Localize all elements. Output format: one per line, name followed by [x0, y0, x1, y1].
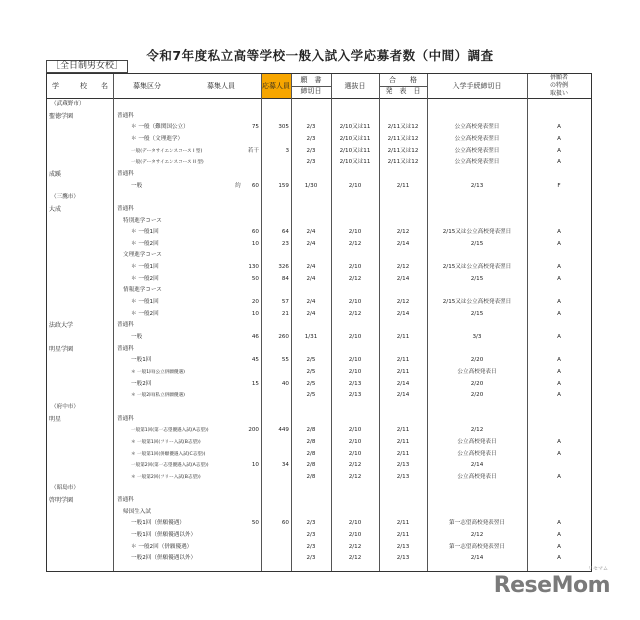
- cell-category: 情報進学コース: [123, 287, 162, 294]
- cell-cap: 200: [248, 427, 259, 434]
- cell-category: ＊ 一般第1回(フリー入試(B志望)): [131, 439, 201, 445]
- area-label: （昭島市）: [51, 485, 79, 492]
- cell-acc: 2/3: [306, 520, 316, 527]
- cell-sp: A: [557, 438, 561, 445]
- cell-acc: 2/8: [306, 473, 316, 480]
- cell-app: 326: [278, 264, 289, 271]
- cell-exam: 2/10: [348, 229, 362, 236]
- cell-acc: 1/31: [304, 334, 318, 340]
- cell-school: 大成: [49, 205, 62, 213]
- header-split: [291, 86, 331, 87]
- cell-cap: 約 60: [235, 182, 259, 189]
- cell-dl: 公立高校発表翌日: [454, 135, 500, 142]
- cell-acc: 2/8: [306, 427, 316, 434]
- cell-acc: 2/8: [306, 438, 316, 445]
- cell-dl: 公立高校発表翌日: [454, 147, 500, 154]
- cell-app: 159: [278, 182, 289, 189]
- cell-res: 2/11又は12: [387, 135, 419, 142]
- cell-category: ＊ 一般1回(公立併願優遇): [131, 369, 185, 375]
- cell-app: 55: [281, 357, 289, 364]
- cell-school: 啓明学園: [49, 497, 74, 505]
- cell-cap: 若干: [247, 147, 259, 154]
- cell-exam: 2/10又は11: [339, 147, 371, 154]
- cell-app: 84: [281, 275, 289, 282]
- cell-cap: 45: [251, 357, 259, 364]
- cell-res: 2/14: [396, 380, 410, 387]
- cell-acc: 2/5: [306, 368, 316, 375]
- cell-dl: 2/20: [470, 357, 484, 364]
- area-label: （武蔵野市）: [51, 101, 85, 107]
- cell-sp: A: [557, 555, 561, 562]
- cell-cap: 10: [251, 310, 259, 317]
- cell-acc: 2/3: [306, 555, 316, 562]
- cell-sp: A: [557, 275, 561, 282]
- cell-category: 一般第1回(第一志望優遇入試(A志望)): [131, 428, 209, 434]
- cell-exam: 2/10: [348, 438, 362, 445]
- cell-exam: 2/10又は11: [339, 135, 371, 142]
- cell-sp: A: [557, 380, 561, 387]
- cell-exam: 2/12: [348, 543, 362, 550]
- cell-exam: 2/10: [348, 520, 362, 527]
- cell-category: ＊ 一般2回(私立併願優遇): [131, 393, 185, 399]
- cell-sp: A: [557, 124, 561, 131]
- cell-exam: 2/12: [348, 310, 362, 317]
- cell-res: 2/13: [396, 473, 410, 480]
- cell-res: 2/11: [396, 357, 410, 364]
- cell-sp: A: [557, 520, 561, 527]
- cell-cap: 60: [251, 229, 259, 236]
- cell-acc: 2/4: [306, 275, 316, 282]
- cell-sp: A: [557, 264, 561, 271]
- cell-res: 2/11: [396, 532, 410, 539]
- cell-sp: F: [557, 182, 561, 189]
- header-result-2: 発 表 日: [385, 87, 421, 95]
- cell-res: 2/11又は12: [387, 124, 419, 131]
- table-subtitle: ［全日制男女校］: [46, 60, 128, 73]
- cell-sp: A: [557, 135, 561, 142]
- header-split: [379, 86, 427, 87]
- cell-acc: 2/8: [306, 462, 316, 469]
- cell-acc: 2/5: [306, 357, 316, 364]
- cell-sp: A: [557, 240, 561, 247]
- resemom-logo: ReseMom: [493, 573, 610, 598]
- cell-exam: 2/13: [348, 380, 362, 387]
- cell-acc: 2/3: [306, 124, 316, 131]
- cell-res: 2/11: [396, 368, 410, 375]
- cell-exam: 2/12: [348, 240, 362, 247]
- cell-dl: 公立高校発表日: [457, 450, 497, 457]
- cell-app: 34: [281, 462, 289, 469]
- cell-exam: 2/10: [348, 264, 362, 271]
- cell-category: ＊ 一般2回: [131, 240, 159, 247]
- cell-acc: 2/4: [306, 229, 316, 236]
- cell-category: 普通科: [117, 497, 134, 504]
- cell-res: 2/11又は12: [387, 147, 419, 154]
- col-divider: [113, 74, 114, 571]
- cell-cap: 50: [251, 520, 259, 527]
- cell-cap: 130: [248, 264, 259, 271]
- cell-sp: A: [557, 310, 561, 317]
- cell-dl: 2/15又は公立高校発表翌日: [442, 264, 512, 271]
- cell-cap: 75: [251, 124, 259, 131]
- cell-exam: 2/12: [348, 473, 362, 480]
- cell-dl: 2/15: [470, 310, 484, 317]
- cell-dl: 2/15又は公立高校発表翌日: [442, 299, 512, 306]
- header-accept-1: 願 書: [300, 76, 322, 84]
- cell-sp: A: [557, 334, 561, 340]
- cell-school: 明星学園: [49, 345, 74, 353]
- cell-res: 2/12: [396, 264, 410, 271]
- cell-res: 2/11: [396, 334, 410, 340]
- cell-exam: 2/10: [348, 450, 362, 457]
- cell-exam: 2/10: [348, 368, 362, 375]
- header-special-3: 取扱い: [549, 90, 568, 97]
- cell-exam: 2/10: [348, 299, 362, 306]
- cell-sp: A: [557, 229, 561, 236]
- cell-category: 一般2回: [131, 380, 152, 387]
- header-exam: 選抜日: [344, 82, 366, 90]
- cell-category: 特別進学コース: [123, 217, 162, 224]
- cell-dl: 公立高校発表日: [457, 438, 497, 445]
- cell-app: 449: [278, 427, 289, 434]
- cell-dl: 2/20: [470, 380, 484, 387]
- header-accept-2: 締切日: [300, 87, 322, 95]
- cell-dl: 3/3: [472, 334, 482, 340]
- cell-exam: 2/10又は11: [339, 159, 371, 166]
- cell-category: 一般(データサイエンスコース I 型): [131, 148, 203, 154]
- cell-dl: 2/12: [470, 532, 484, 539]
- area-label: （三鷹市）: [51, 194, 79, 201]
- cell-cap: 10: [251, 462, 259, 469]
- cell-res: 2/12: [396, 299, 410, 306]
- cell-acc: 2/4: [306, 299, 316, 306]
- cell-cap: 10: [251, 240, 259, 247]
- header-capacity: 募集人員: [207, 82, 235, 90]
- cell-category: 帰国生入試: [123, 508, 151, 515]
- page-title: 令和7年度私立高等学校一般入試入学応募者数（中間）調査: [146, 48, 494, 63]
- cell-app: 40: [281, 380, 289, 387]
- cell-sp: A: [557, 357, 561, 364]
- cell-dl: 2/14: [470, 462, 484, 469]
- cell-res: 2/14: [396, 392, 410, 399]
- cell-school: 聖徳学園: [49, 112, 74, 120]
- cell-dl: 2/15又は公立高校発表翌日: [442, 229, 512, 236]
- cell-dl: 第一志望高校発表翌日: [449, 543, 505, 550]
- cell-res: 2/14: [396, 310, 410, 317]
- cell-category: 一般(データサイエンスコース II 型): [131, 160, 204, 166]
- cell-category: ＊ 一般1回: [131, 264, 159, 271]
- cell-dl: 公立高校発表翌日: [454, 124, 500, 131]
- cell-category: 普通科: [117, 322, 134, 329]
- applicant-table: [46, 73, 592, 572]
- cell-res: 2/11: [396, 182, 410, 189]
- cell-category: 一般1回（併願優遇以外）: [131, 532, 197, 539]
- cell-acc: 2/3: [306, 147, 316, 154]
- cell-category: 一般: [131, 334, 143, 340]
- cell-category: 普通科: [117, 415, 134, 422]
- area-label: （府中市）: [51, 403, 79, 410]
- cell-cap: 15: [251, 380, 259, 387]
- cell-res: 2/14: [396, 275, 410, 282]
- cell-dl: 公立高校発表日: [457, 368, 497, 375]
- cell-acc: 2/8: [306, 450, 316, 457]
- cell-sp: A: [557, 147, 561, 154]
- cell-sp: A: [557, 159, 561, 166]
- header-school: 学 校 名: [52, 82, 108, 90]
- cell-category: 普通科: [117, 205, 134, 212]
- header-applicants: 応募人員: [261, 74, 291, 98]
- cell-category: 一般: [131, 182, 143, 189]
- cell-res: 2/11又は12: [387, 159, 419, 166]
- cell-exam: 2/10: [348, 182, 362, 189]
- cell-category: ＊ 一般（難関国公立）: [131, 124, 189, 131]
- cell-res: 2/11: [396, 450, 410, 457]
- cell-category: ＊ 一般（文理進学）: [131, 135, 184, 142]
- cell-category: 普通科: [117, 170, 134, 177]
- header-result-1: 合 格: [389, 76, 417, 84]
- cell-res: 2/13: [396, 555, 410, 562]
- cell-sp: A: [557, 532, 561, 539]
- cell-category: ＊ 一般第1回(併願優遇入試(C志望)): [131, 451, 206, 457]
- cell-category: ＊ 一般2回: [131, 275, 159, 282]
- cell-sp: A: [557, 299, 561, 306]
- cell-dl: 公立高校発表翌日: [454, 159, 500, 166]
- cell-dl: 第一志望高校発表翌日: [449, 520, 505, 527]
- cell-app: 57: [281, 299, 289, 306]
- cell-category: ＊ 一般第2回(フリー入試(B志望)): [131, 474, 201, 480]
- cell-sp: A: [557, 543, 561, 550]
- cell-res: 2/13: [396, 462, 410, 469]
- cell-app: 60: [281, 520, 289, 527]
- cell-acc: 2/4: [306, 310, 316, 317]
- cell-category: ＊ 一般1回: [131, 229, 159, 236]
- cell-exam: 2/10: [348, 427, 362, 434]
- cell-acc: 2/4: [306, 264, 316, 271]
- cell-category: 一般第2回(第一志望優遇入試(A志望)): [131, 463, 209, 469]
- cell-exam: 2/10又は11: [339, 124, 371, 131]
- cell-exam: 2/13: [348, 392, 362, 399]
- cell-cap: 46: [251, 334, 259, 340]
- cell-category: 文理進学コース: [123, 252, 162, 259]
- cell-res: 2/13: [396, 543, 410, 550]
- cell-app: 21: [281, 310, 289, 317]
- cell-acc: 1/30: [304, 182, 318, 189]
- cell-res: 2/11: [396, 427, 410, 434]
- cell-acc: 2/3: [306, 159, 316, 166]
- cell-res: 2/14: [396, 240, 410, 247]
- cell-dl: 2/15: [470, 240, 484, 247]
- cell-acc: 2/3: [306, 543, 316, 550]
- cell-dl: 2/14: [470, 555, 484, 562]
- cell-sp: A: [557, 473, 561, 480]
- header-special-2: の特例: [549, 82, 568, 89]
- cell-sp: A: [557, 450, 561, 457]
- cell-sp: A: [557, 392, 561, 399]
- cell-school: 成蹊: [49, 170, 62, 178]
- cell-category: ＊ 一般2回（併願優遇）: [131, 543, 193, 550]
- cell-dl: 2/13: [470, 182, 484, 189]
- cell-category: 普通科: [117, 112, 134, 119]
- cell-exam: 2/10: [348, 334, 362, 340]
- cell-school: 法政大学: [49, 322, 74, 330]
- cell-category: 一般2回（併願優遇以外）: [131, 555, 197, 562]
- cell-exam: 2/12: [348, 462, 362, 469]
- cell-acc: 2/3: [306, 532, 316, 539]
- cell-sp: A: [557, 368, 561, 375]
- cell-app: 23: [281, 240, 289, 247]
- cell-res: 2/11: [396, 520, 410, 527]
- cell-category: ＊ 一般1回: [131, 299, 159, 306]
- header-category: 募集区分: [133, 82, 161, 90]
- cell-dl: 2/15: [470, 275, 484, 282]
- cell-cap: 50: [251, 275, 259, 282]
- cell-exam: 2/10: [348, 532, 362, 539]
- cell-acc: 2/5: [306, 392, 316, 399]
- cell-exam: 2/12: [348, 275, 362, 282]
- cell-school: 明星: [49, 415, 62, 423]
- cell-category: 一般1回（併願優遇）: [131, 520, 185, 527]
- cell-res: 2/12: [396, 229, 410, 236]
- logo-subtext: リセマム: [588, 566, 608, 572]
- cell-res: 2/11: [396, 438, 410, 445]
- cell-category: 普通科: [117, 345, 134, 352]
- cell-cap: 20: [251, 299, 259, 306]
- cell-app: 305: [278, 124, 289, 131]
- cell-acc: 2/3: [306, 135, 316, 142]
- cell-app: 260: [278, 334, 289, 340]
- cell-app: 64: [281, 229, 289, 236]
- cell-dl: 2/12: [470, 427, 484, 434]
- cell-acc: 2/4: [306, 240, 316, 247]
- header-special-1: 併願者: [549, 74, 568, 81]
- cell-dl: 公立高校発表日: [457, 473, 497, 480]
- cell-category: 一般1回: [131, 357, 152, 364]
- cell-exam: 2/10: [348, 357, 362, 364]
- header-deadline: 入学手続締切日: [452, 82, 502, 90]
- cell-dl: 2/20: [470, 392, 484, 399]
- cell-exam: 2/12: [348, 555, 362, 562]
- cell-category: ＊ 一般2回: [131, 310, 159, 317]
- cell-acc: 2/5: [306, 380, 316, 387]
- cell-app: 3: [285, 147, 289, 154]
